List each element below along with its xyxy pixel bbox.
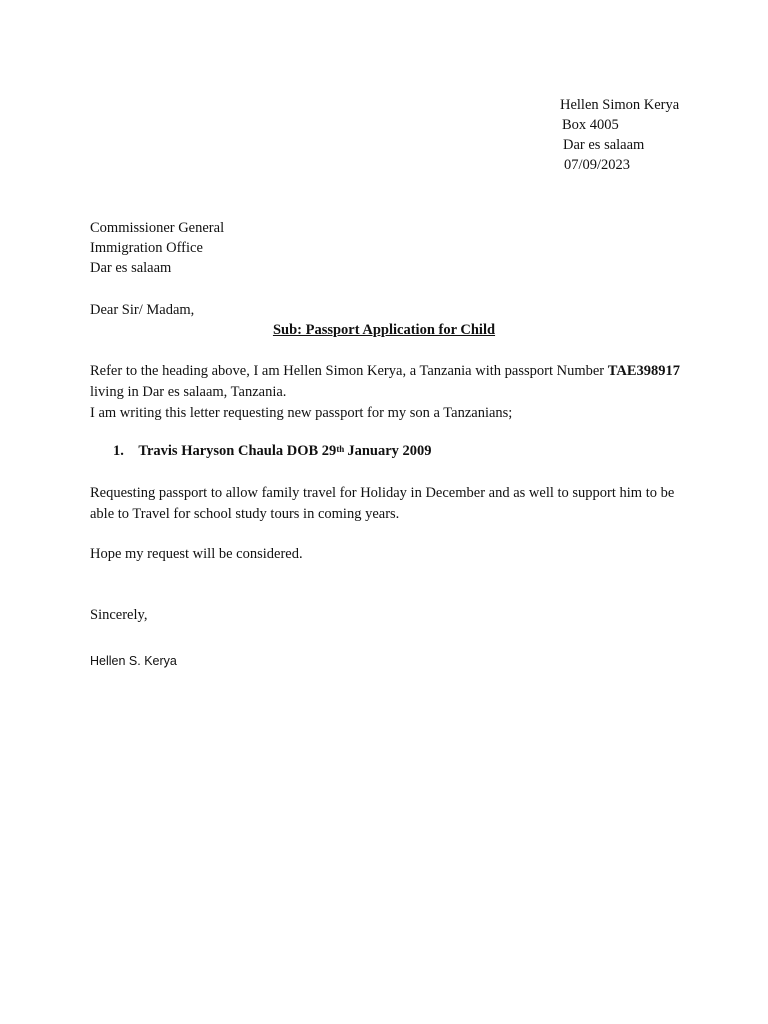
recipient-office: Immigration Office [90, 240, 203, 256]
sender-box: Box 4005 [562, 117, 619, 133]
intro-line-1-text: Refer to the heading above, I am Hellen Simon Kerya, a Tanzania with passport Number [90, 363, 608, 379]
list-number: 1. [113, 443, 124, 459]
passport-number: TAE398917 [607, 363, 680, 379]
sender-address-block [560, 95, 750, 175]
salutation: Dear Sir/ Madam, [90, 302, 195, 318]
request-line-2: able to Travel for school study tours in coming years. [90, 506, 400, 522]
closing: Sincerely, [90, 607, 148, 623]
letter-date: 07/09/2023 [564, 157, 631, 173]
child-list-item [113, 441, 432, 462]
intro-line-1 [90, 361, 690, 382]
recipient-city: Dar es salaam [90, 260, 172, 276]
request-paragraph [90, 483, 690, 525]
intro-line-3: I am writing this letter requesting new passport for my son a Tanzanians; [90, 405, 513, 421]
child-dob-rest: January 2009 [347, 443, 432, 459]
sender-name: Hellen Simon Kerya [560, 97, 680, 113]
child-details: Travis Haryson Chaula DOB 29 [138, 443, 337, 459]
intro-paragraph [90, 361, 690, 424]
recipient-title: Commissioner General [90, 220, 225, 236]
date-ordinal: th [336, 444, 345, 454]
sender-city: Dar es salaam [563, 137, 645, 153]
hope-line: Hope my request will be considered. [90, 546, 303, 562]
intro-line-2: living in Dar es salaam, Tanzania. [90, 384, 287, 400]
subject-heading: Sub: Passport Application for Child [272, 322, 496, 338]
signature-name: Hellen S. Kerya [90, 654, 177, 668]
request-line-1: Requesting passport to allow family travel for Holiday in December and as well to support him to be [90, 485, 675, 501]
recipient-address-block [90, 218, 224, 278]
